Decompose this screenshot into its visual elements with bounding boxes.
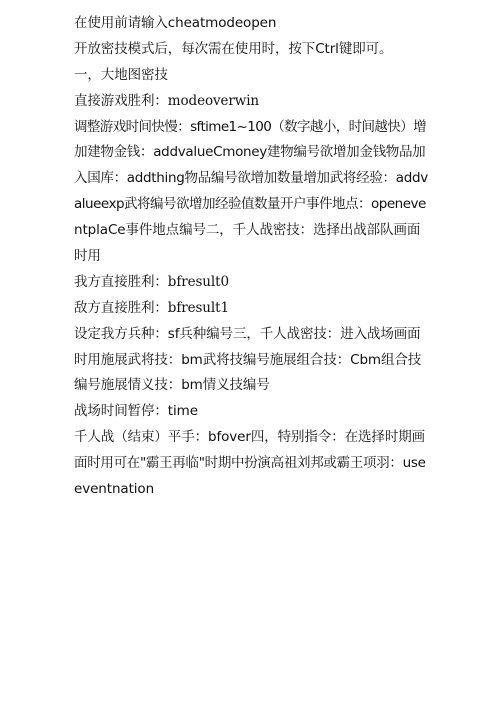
text-line: 在使用前请输入cheatmodeopen bbox=[74, 15, 277, 31]
text-line: 入国库：addthing物品编号欲增加数量增加武将经验：addv bbox=[74, 170, 428, 187]
text-line: 开放密技模式后，每次需在使用时，按下Ctrl键即可。 bbox=[74, 40, 393, 57]
text-line: alueexp武将编号欲增加经验值数量开户事件地点：openeve bbox=[74, 196, 426, 213]
text-line: 面时用可在"霸王再临"时期中扮演高祖刘邦或霸王项羽：use bbox=[74, 455, 426, 472]
text-line: 时用施展武将技：bm武将技编号施展组合技：Cbm组合技 bbox=[74, 351, 422, 368]
text-line: ntplaCe事件地点编号二，千人战密技：选择出战部队画面 bbox=[74, 222, 421, 239]
text-line: 调整游戏时间快慢：sftime1~100（数字越小，时间越快）增 bbox=[74, 118, 427, 135]
text-line: 设定我方兵种：sf兵种编号三，千人战密技：进入战场画面 bbox=[74, 325, 421, 342]
text-line: 敌方直接胜利：bfresult1 bbox=[74, 299, 229, 316]
text-line: 编号施展情义技：bm情义技编号 bbox=[74, 377, 270, 394]
text-line: 直接游戏胜利：modeoverwin bbox=[74, 92, 260, 109]
text-line: 战场时间暂停：time bbox=[74, 403, 198, 420]
text-line: 时用 bbox=[74, 248, 101, 265]
text-line: 我方直接胜利：bfresult0 bbox=[74, 273, 229, 290]
text-line: eventnation bbox=[74, 481, 155, 498]
text-line: 千人战（结束）平手：bfover四，特别指令：在选择时期画 bbox=[74, 429, 426, 446]
section-heading: 一，大地图密技 bbox=[74, 66, 168, 83]
text-line: 加建物金钱：addvalueCmoney建物编号欲增加金钱物品加 bbox=[74, 144, 426, 161]
document-body bbox=[74, 11, 428, 503]
